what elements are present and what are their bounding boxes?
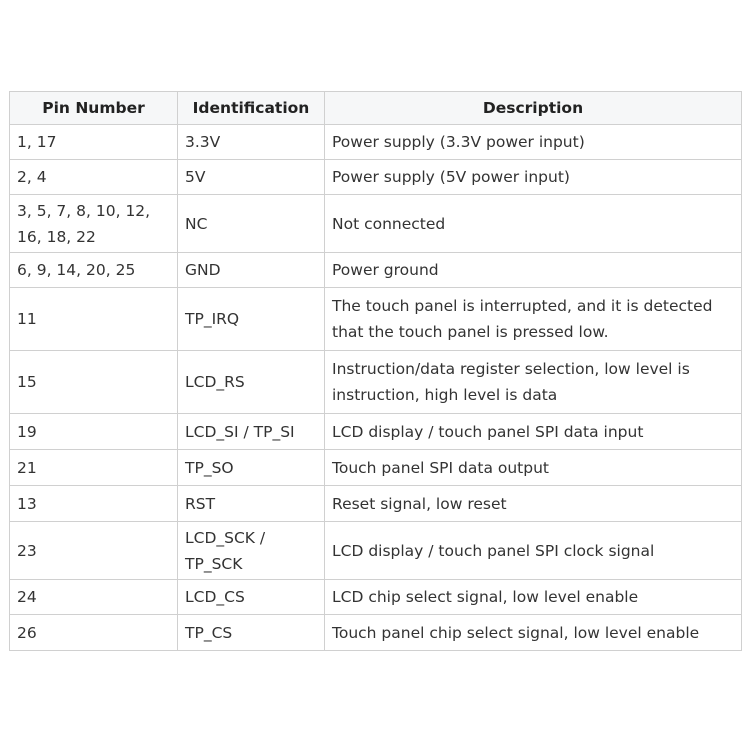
table-row (10, 160, 742, 195)
description-cell: Power supply (3.3V power input) (325, 125, 742, 160)
table-row (10, 125, 742, 160)
table-row (10, 195, 742, 253)
table-row (10, 414, 742, 450)
identification-cell: 3.3V (178, 125, 325, 160)
identification-cell: TP_CS (178, 615, 325, 651)
pin-cell: 1, 17 (10, 125, 178, 160)
table-row (10, 486, 742, 522)
pin-cell: 19 (10, 414, 178, 450)
identification-cell: TP_IRQ (178, 288, 325, 351)
description-cell: LCD display / touch panel SPI data input (325, 414, 742, 450)
table-row (10, 288, 742, 351)
identification-cell: LCD_SCK / TP_SCK (178, 522, 325, 580)
description-cell: Reset signal, low reset (325, 486, 742, 522)
identification-cell: LCD_CS (178, 580, 325, 615)
pin-cell: 15 (10, 351, 178, 414)
description-cell: Touch panel chip select signal, low level enable (325, 615, 742, 651)
description-cell: Power ground (325, 253, 742, 288)
pin-cell: 6, 9, 14, 20, 25 (10, 253, 178, 288)
identification-cell: 5V (178, 160, 325, 195)
identification-cell: RST (178, 486, 325, 522)
table-header-row (10, 92, 742, 125)
header-description: Description (325, 92, 742, 125)
description-cell: Power supply (5V power input) (325, 160, 742, 195)
description-cell: LCD chip select signal, low level enable (325, 580, 742, 615)
pin-cell: 2, 4 (10, 160, 178, 195)
description-cell: LCD display / touch panel SPI clock signal (325, 522, 742, 580)
description-cell: Not connected (325, 195, 742, 253)
table-row (10, 351, 742, 414)
identification-cell: TP_SO (178, 450, 325, 486)
table-row (10, 580, 742, 615)
header-pin-number: Pin Number (10, 92, 178, 125)
table-row (10, 253, 742, 288)
table-row (10, 615, 742, 651)
pin-cell: 3, 5, 7, 8, 10, 12, 16, 18, 22 (10, 195, 178, 253)
pin-cell: 26 (10, 615, 178, 651)
pin-cell: 13 (10, 486, 178, 522)
identification-cell: NC (178, 195, 325, 253)
description-cell: Instruction/data register selection, low level is instruction, high level is data (325, 351, 742, 414)
pin-cell: 11 (10, 288, 178, 351)
pin-cell: 23 (10, 522, 178, 580)
description-cell: The touch panel is interrupted, and it is detected that the touch panel is pressed low. (325, 288, 742, 351)
pin-description-table (9, 91, 742, 651)
pin-cell: 24 (10, 580, 178, 615)
header-identification: Identification (178, 92, 325, 125)
identification-cell: LCD_SI / TP_SI (178, 414, 325, 450)
pin-cell: 21 (10, 450, 178, 486)
identification-cell: GND (178, 253, 325, 288)
description-cell: Touch panel SPI data output (325, 450, 742, 486)
identification-cell: LCD_RS (178, 351, 325, 414)
table-row (10, 450, 742, 486)
table-row (10, 522, 742, 580)
